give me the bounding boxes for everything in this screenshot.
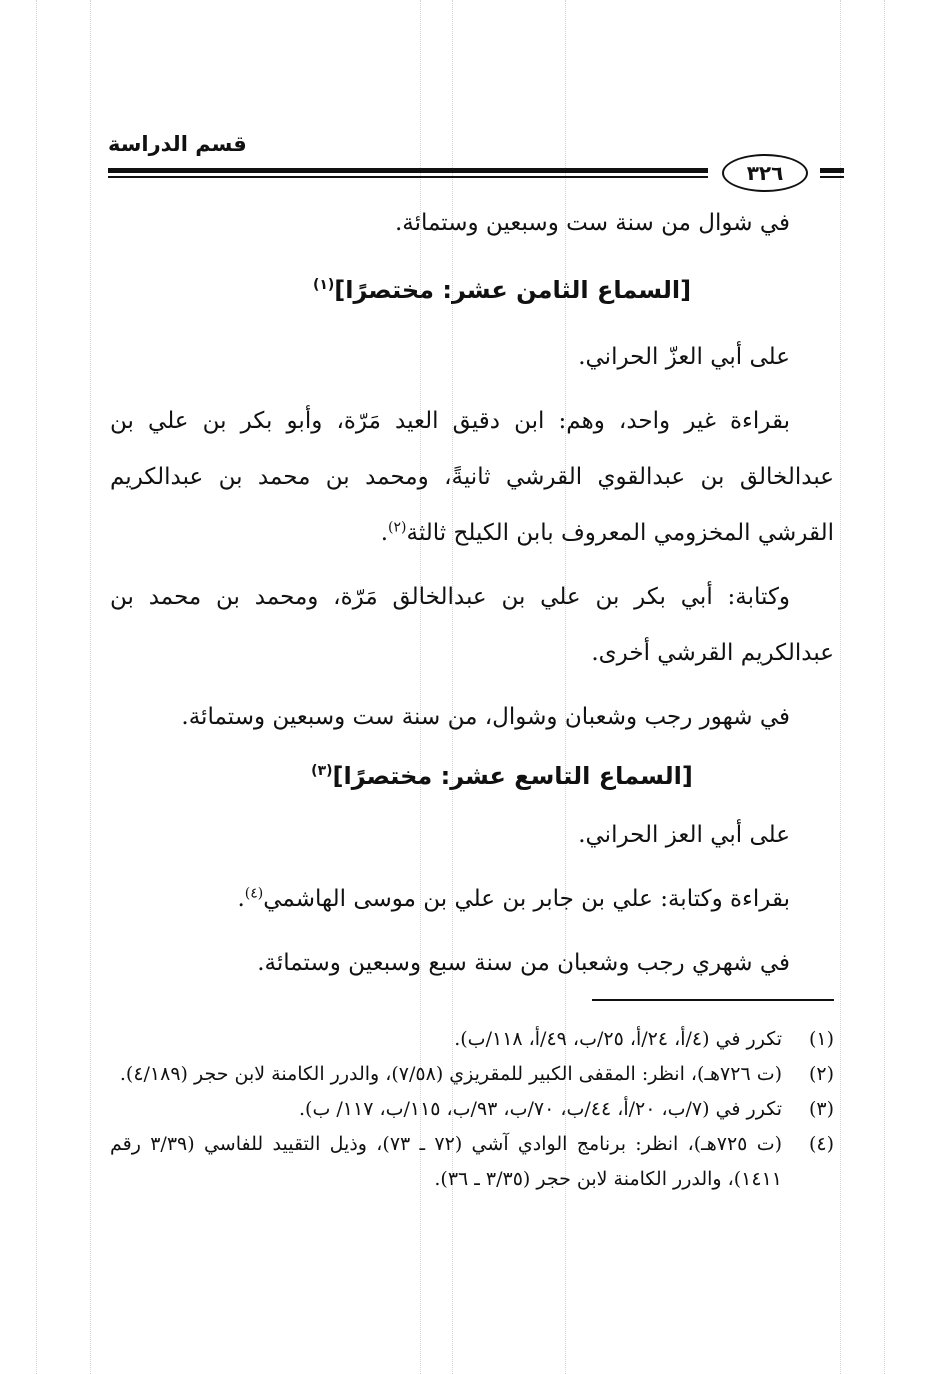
footnote-separator xyxy=(592,999,834,1001)
section-title: قسم الدراسة xyxy=(108,132,247,156)
section-heading xyxy=(110,259,834,321)
paragraph-text: بقراءة وكتابة: علي بن جابر بن علي بن موسى الهاشمي xyxy=(263,886,790,912)
paragraph: وكتابة: أبي بكر بن علي بن عبدالخالق مَرّة، ومحمد بن محمد بن عبدالكريم القرشي أخرى. xyxy=(110,584,834,666)
paragraph-end: . xyxy=(237,886,245,912)
header-rule xyxy=(820,168,844,173)
footnote-text: (ت ٧٢٦هـ)، انظر: المقفى الكبير للمقريزي (٧/٥٨)، والدرر الكامنة لابن حجر (٤/١٨٩). xyxy=(119,1063,782,1085)
page-header xyxy=(108,122,844,192)
paragraph: في شهور رجب وشعبان وشوال، من سنة ست وسبعين وستمائة. xyxy=(181,704,790,730)
page-body xyxy=(110,195,834,991)
footnote xyxy=(110,1022,834,1057)
footnote xyxy=(110,1092,834,1127)
paragraph: في شوال من سنة ست وسبعين وستمائة. xyxy=(394,210,790,236)
heading-text: [السماع التاسع عشر: مختصرًا] xyxy=(332,762,693,790)
paragraph-end: . xyxy=(380,520,389,546)
paragraph-text: بقراءة غير واحد، وهم: ابن دقيق العيد مَرّة، وأبو بكر بن علي بن عبدالخالق بن عبدالقوي القرشي ثانيةً، ومحمد بن محمد بن عبدالكريم القرشي المخزومي المعروف بابن الكيلح ثالثة xyxy=(110,408,834,546)
header-rule xyxy=(108,168,708,173)
footnote-ref: (١) xyxy=(312,277,335,293)
scan-guide-line xyxy=(884,0,885,1374)
paragraph: على أبي العز الحراني. xyxy=(578,822,790,848)
scan-guide-line xyxy=(90,0,91,1374)
footnote-ref: (٢) xyxy=(388,519,407,536)
section-heading xyxy=(110,745,834,807)
footnote-ref: (٤) xyxy=(244,885,264,902)
footnote-text: تكرر في (٤/أ، ٢٤/أ، ٢٥/ب، ٤٩/أ، ١١٨/ب). xyxy=(454,1028,782,1050)
footnotes xyxy=(110,1022,834,1197)
paragraph xyxy=(110,871,834,927)
scan-guide-line xyxy=(36,0,37,1374)
footnote-number: (٢) xyxy=(808,1063,834,1085)
header-rule xyxy=(108,176,708,178)
page-number: ٣٢٦ xyxy=(722,154,808,192)
heading-text: [السماع الثامن عشر: مختصرًا] xyxy=(334,276,692,304)
footnote-text: تكرر في (٧/ب، ٢٠/أ، ٤٤/ب، ٧٠/ب، ٩٣/ب، ١١٥/ب، ١١٧/ ب). xyxy=(299,1098,782,1120)
paragraph xyxy=(110,393,834,561)
footnote-number: (٤) xyxy=(808,1133,834,1155)
paragraph: على أبي العزّ الحراني. xyxy=(578,344,790,370)
footnote xyxy=(110,1127,834,1197)
scan-guide-line xyxy=(840,0,841,1374)
footnote-ref: (٣) xyxy=(311,763,333,779)
header-rule xyxy=(820,176,844,178)
paragraph: في شهري رجب وشعبان من سنة سبع وسبعين وستمائة. xyxy=(257,950,790,976)
footnote-text: (ت ٧٢٥هـ)، انظر: برنامج الوادي آشي (٧٢ ـ ٧٣)، وذيل التقييد للفاسي (٣/٣٩ رقم ١٤١١)، والدرر الكامنة لابن حجر (٣/٣٥ ـ ٣٦). xyxy=(110,1133,782,1190)
footnote-number: (١) xyxy=(808,1028,834,1050)
footnote xyxy=(110,1057,834,1092)
footnote-number: (٣) xyxy=(808,1098,834,1120)
